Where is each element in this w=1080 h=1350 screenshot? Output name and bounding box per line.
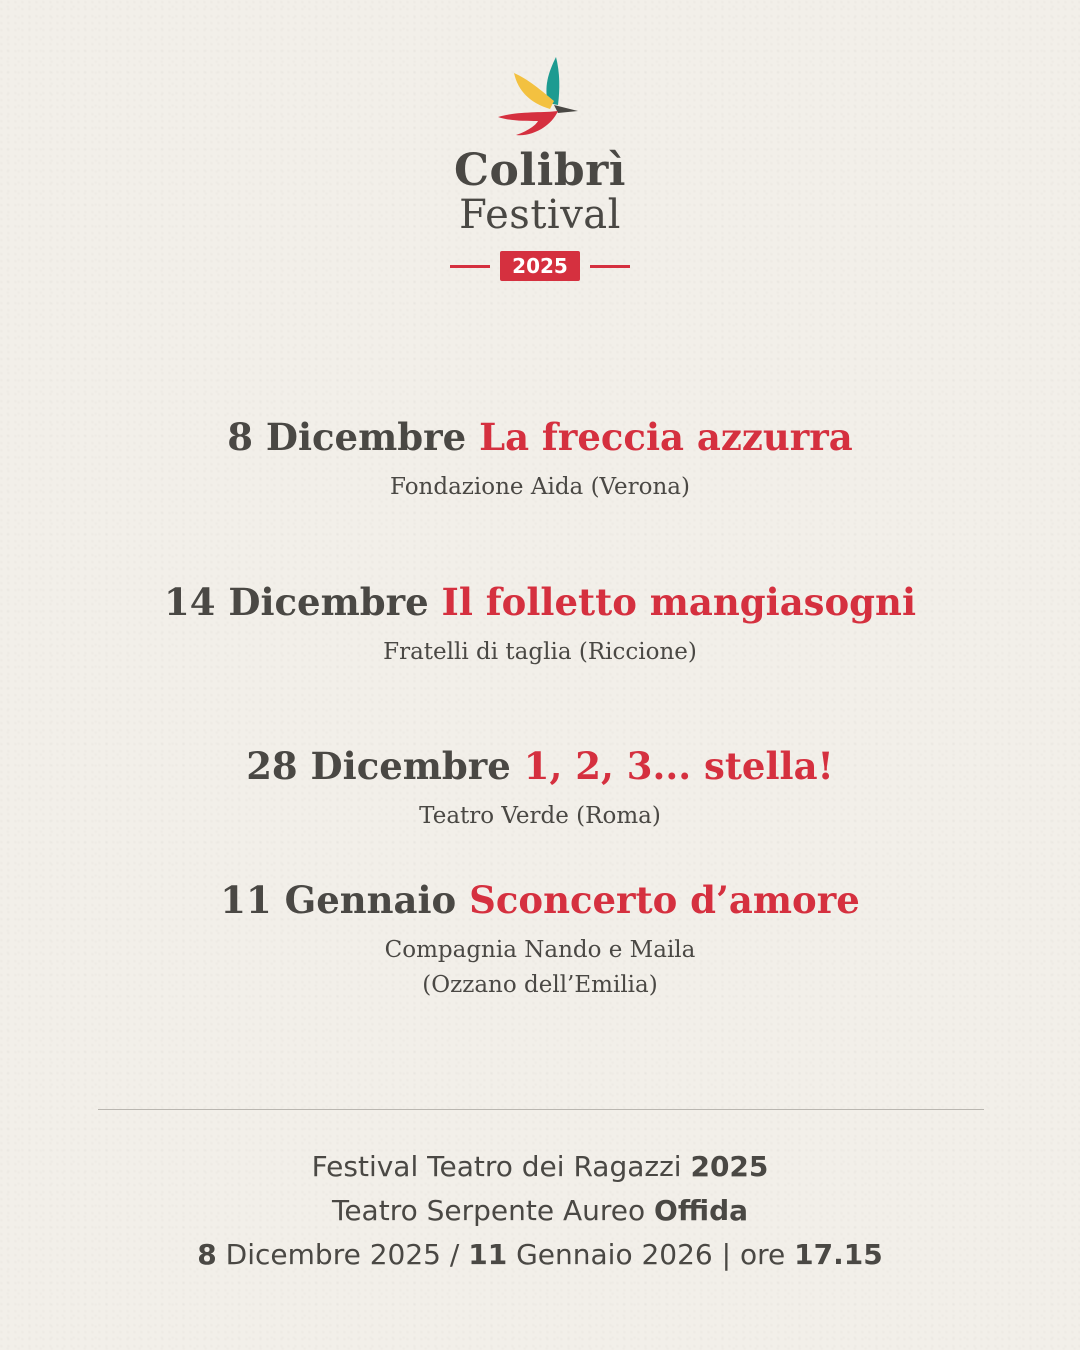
event-venue (0, 933, 1080, 1003)
year-line-right (590, 265, 630, 268)
event-date: 8 Dicembre (227, 415, 467, 459)
event-title (0, 414, 1080, 460)
logo-year-row (0, 251, 1080, 281)
event-show-title: Sconcerto d’amore (469, 878, 860, 922)
logo-name-line2: Festival (459, 192, 621, 238)
footer-end-rest: Gennaio 2026 | ore (507, 1238, 795, 1271)
logo-name-line1: Colibrì (454, 145, 626, 196)
footer-start-day: 8 (197, 1238, 217, 1271)
event-show-title: Il folletto mangiasogni (441, 580, 917, 624)
footer-dates-line (0, 1233, 1080, 1277)
footer-time: 17.15 (794, 1238, 883, 1271)
event-title (0, 743, 1080, 789)
year-line-left (450, 265, 490, 268)
footer-festival-line (0, 1145, 1080, 1189)
footer-end-day: 11 (468, 1238, 508, 1271)
event-venue: Teatro Verde (Roma) (419, 803, 661, 829)
divider (98, 1109, 984, 1110)
event-date: 28 Dicembre (246, 744, 511, 788)
event-3 (0, 743, 1080, 834)
footer-festival-text: Festival Teatro dei Ragazzi (311, 1150, 691, 1183)
footer-info (0, 1145, 1080, 1277)
footer-start-rest: Dicembre 2025 / (216, 1238, 469, 1271)
event-title (0, 579, 1080, 625)
event-venue: Fratelli di taglia (Riccione) (383, 639, 697, 665)
event-show-title: La freccia azzurra (479, 415, 853, 459)
event-venue-line: (Ozzano dell’Emilia) (422, 972, 658, 998)
event-4 (0, 877, 1080, 1003)
footer-venue-city: Offida (654, 1194, 749, 1227)
event-venue: Fondazione Aida (Verona) (390, 474, 690, 500)
event-show-title: 1, 2, 3... stella! (523, 744, 834, 788)
event-date: 11 Gennaio (220, 878, 457, 922)
event-1 (0, 414, 1080, 505)
year-badge: 2025 (500, 251, 580, 281)
event-title (0, 877, 1080, 923)
festival-logo (0, 55, 1080, 281)
footer-festival-year: 2025 (690, 1150, 769, 1183)
event-date: 14 Dicembre (163, 580, 429, 624)
event-venue-line: Compagnia Nando e Maila (384, 937, 696, 963)
event-2 (0, 579, 1080, 670)
footer-venue-text: Teatro Serpente Aureo (331, 1194, 655, 1227)
footer-venue-line (0, 1189, 1080, 1233)
hummingbird-icon (498, 55, 582, 139)
